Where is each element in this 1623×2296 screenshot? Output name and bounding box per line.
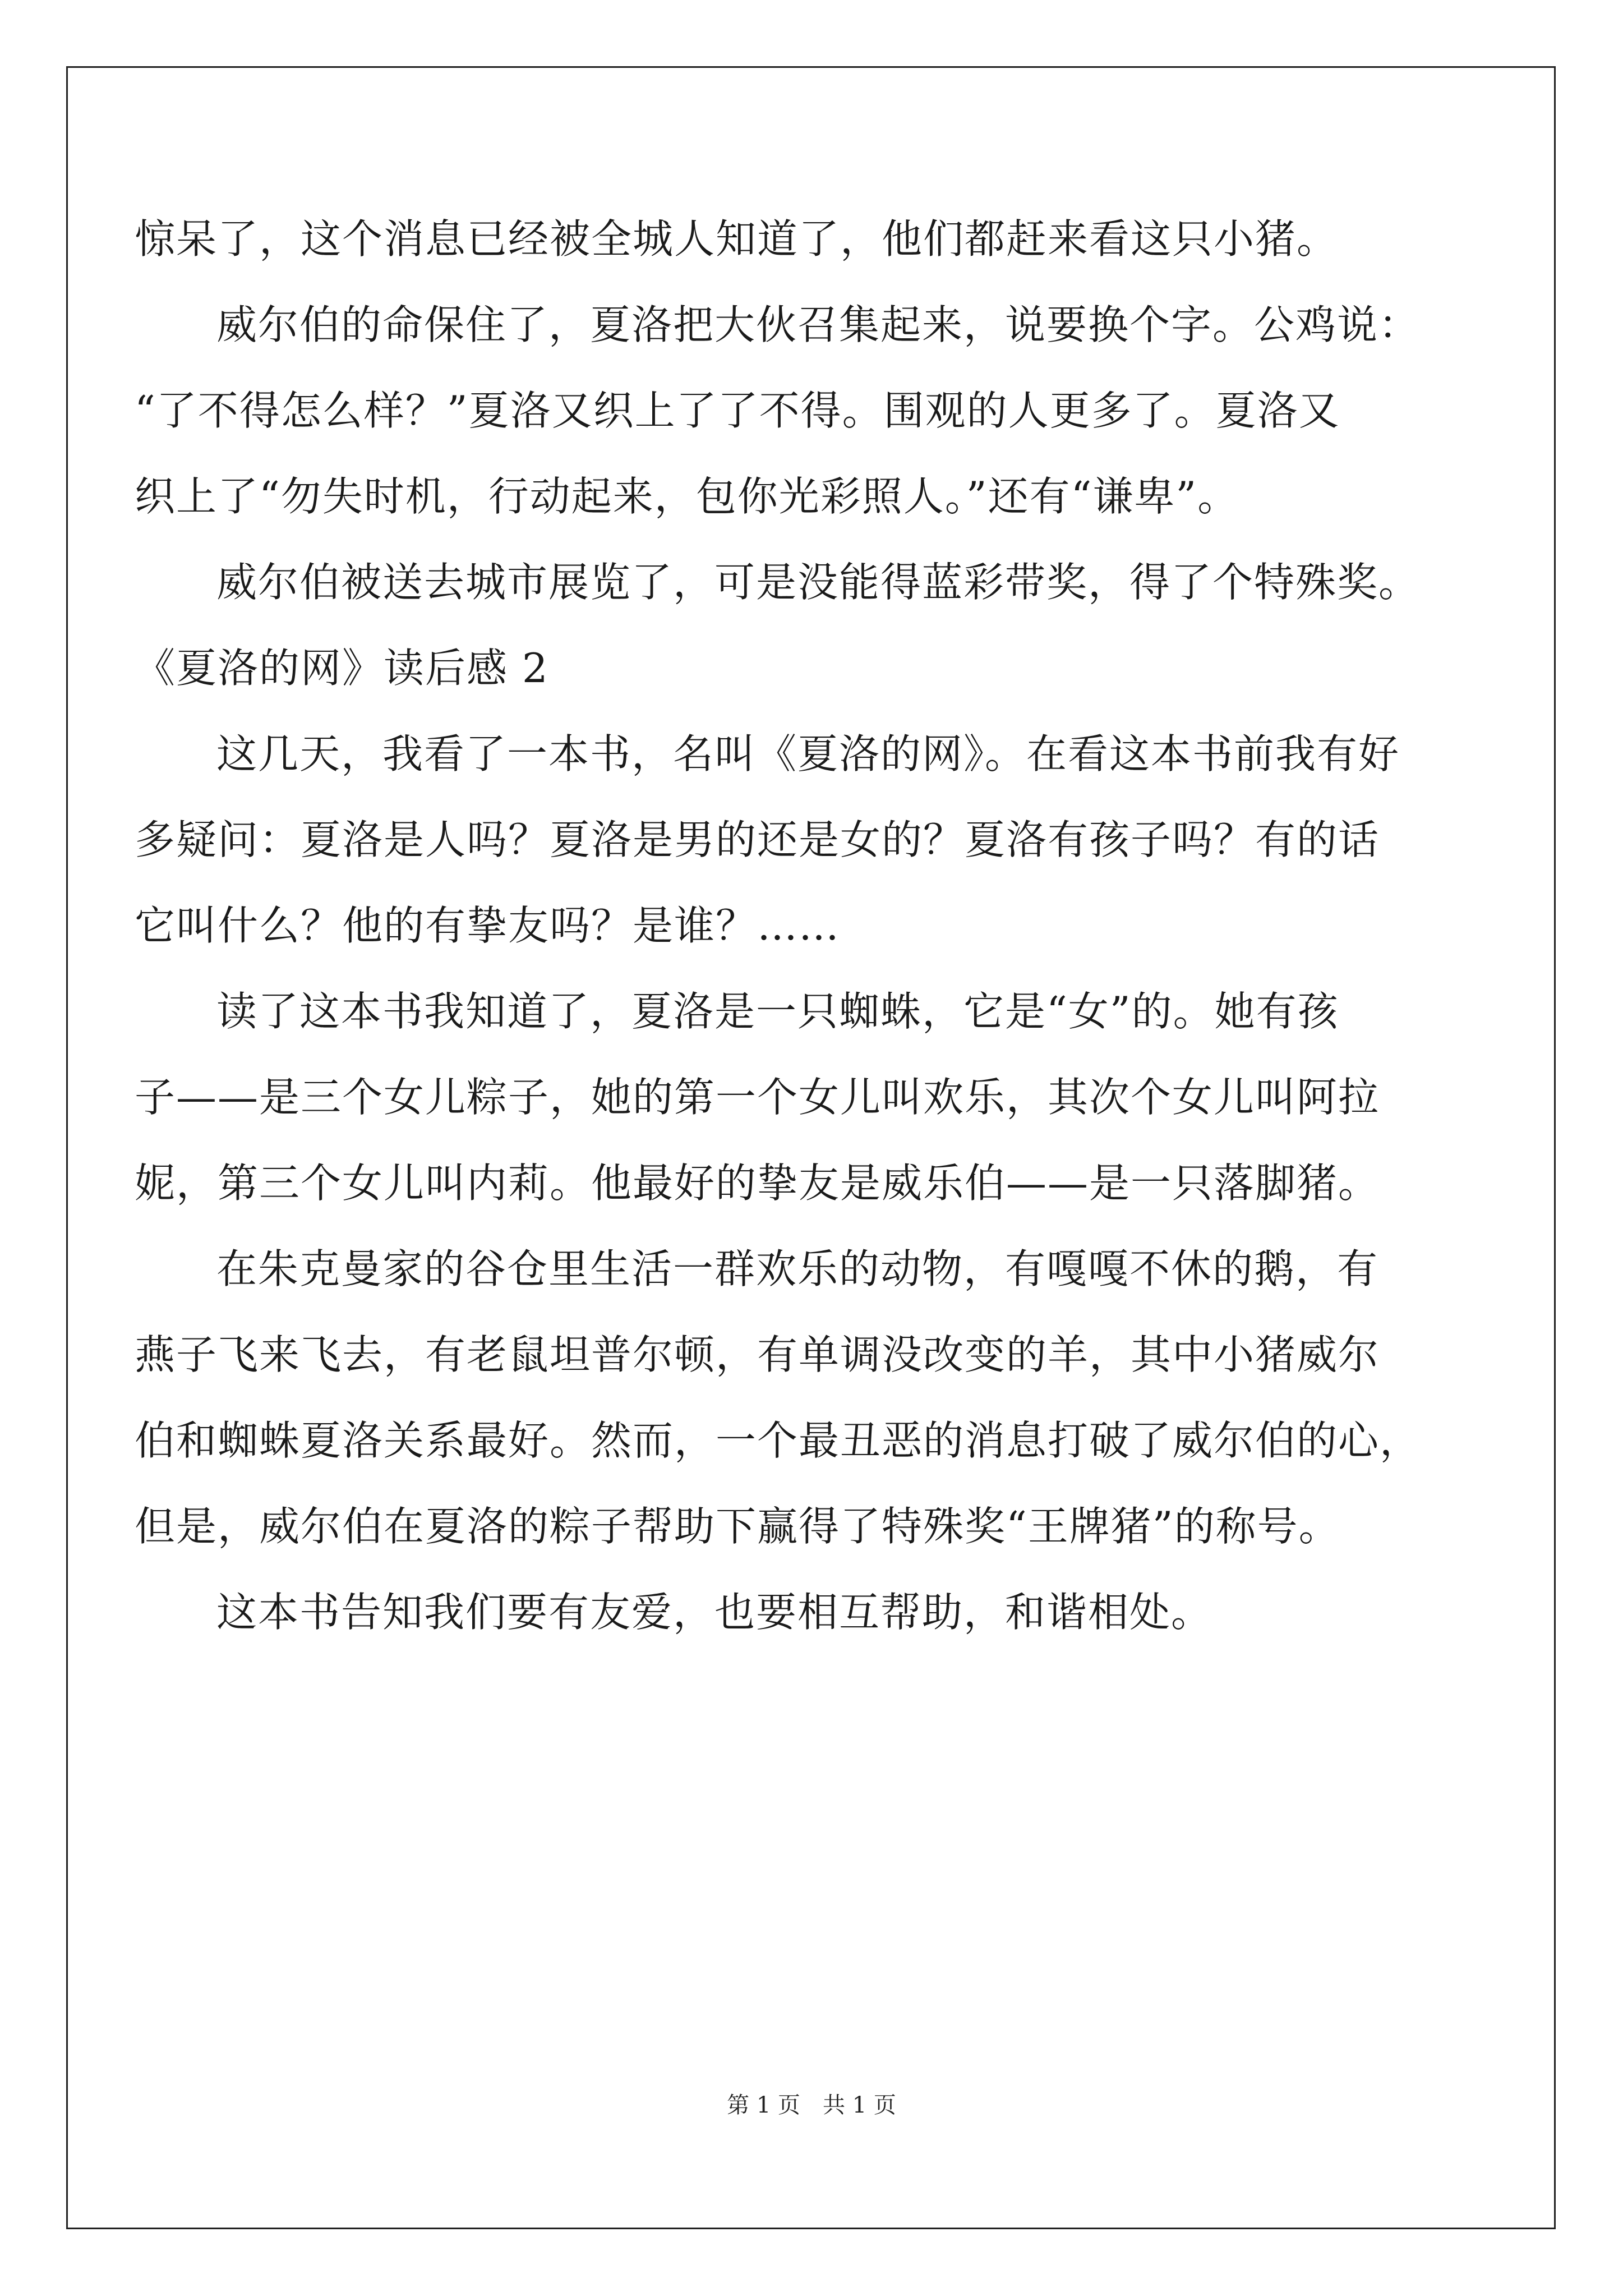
document-body	[135, 196, 1492, 1655]
section-heading: 《夏洛的网》读后感 2	[135, 645, 549, 692]
text-line: 惊呆了，这个消息已经被全城人知道了，他们都赶来看这只小猪。	[135, 215, 1339, 263]
text-line: 威尔伯被送去城市展览了，可是没能得蓝彩带奖，得了个特殊奖。	[216, 559, 1421, 606]
text-line: 读了这本书我知道了，夏洛是一只蜘蛛，它是“女”的。她有孩	[216, 988, 1339, 1035]
text-line: 威尔伯的命保住了，夏洛把大伙召集起来，说要换个字。公鸡说：	[216, 301, 1421, 348]
text-line: 在朱克曼家的谷仓里生活一群欢乐的动物，有嘎嘎不休的鹅，有	[216, 1245, 1379, 1292]
page-number-footer: 第 1 页 共 1 页	[727, 2092, 896, 2118]
text-line: 它叫什么？他的有挚友吗？是谁？……	[135, 902, 841, 949]
text-line: 这本书告知我们要有友爱，也要相互帮助，和谐相处。	[216, 1589, 1213, 1636]
text-line: 但是，威尔伯在夏洛的粽子帮助下赢得了特殊奖“王牌猪”的称号。	[135, 1503, 1340, 1550]
text-line: 织上了“勿失时机，行动起来，包你光彩照人。”还有“谦卑”。	[135, 473, 1239, 520]
text-line: 这几天，我看了一本书，名叫《夏洛的网》。在看这本书前我有好	[216, 730, 1400, 777]
text-line: 妮，第三个女儿叫内莉。他最好的挚友是威乐伯——是一只落脚猪。	[135, 1159, 1380, 1207]
text-line: 多疑问：夏洛是人吗？夏洛是男的还是女的？夏洛有孩子吗？有的话	[135, 816, 1380, 863]
text-line: 子——是三个女儿粽子，她的第一个女儿叫欢乐，其次个女儿叫阿拉	[135, 1074, 1380, 1121]
text-line: 伯和蜘蛛夏洛关系最好。然而，一个最丑恶的消息打破了威尔伯的心，	[135, 1417, 1422, 1464]
text-line: “了不得怎么样？”夏洛又织上了了不得。围观的人更多了。夏洛又	[135, 387, 1340, 434]
text-line: 燕子飞来飞去，有老鼠坦普尔顿，有单调没改变的羊，其中小猪威尔	[135, 1331, 1380, 1378]
